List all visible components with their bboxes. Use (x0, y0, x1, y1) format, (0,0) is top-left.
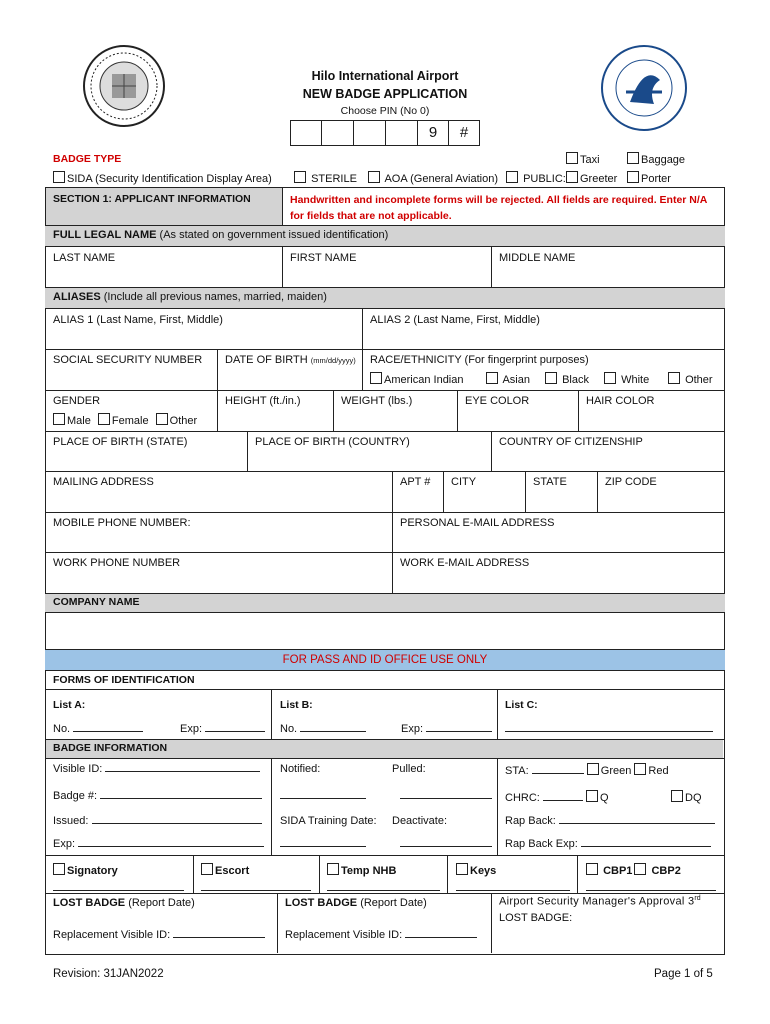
pin-label: Choose PIN (No 0) (340, 105, 430, 117)
checkbox[interactable] (294, 171, 306, 183)
alias2-field[interactable]: ALIAS 2 (Last Name, First, Middle) (370, 314, 540, 326)
rule (491, 246, 492, 287)
work-email-field[interactable]: WORK E-MAIL ADDRESS (400, 557, 530, 569)
badge-sida-label: SIDA (Security Identification Display Area) (67, 173, 272, 185)
rule (577, 855, 578, 893)
list-c-field[interactable] (505, 723, 713, 735)
keys-option[interactable] (456, 863, 496, 877)
dob-format: (mm/dd/yyyy) (310, 356, 356, 365)
rule (193, 855, 194, 893)
height-field[interactable]: HEIGHT (ft./in.) (225, 395, 301, 407)
rule (45, 855, 725, 856)
aliases-header (53, 291, 327, 303)
badge-public-label: PUBLIC: (523, 173, 566, 185)
gender-label: GENDER (53, 395, 101, 407)
chrc-label: CHRC: (505, 792, 540, 804)
list-b-exp-field[interactable] (401, 723, 492, 735)
q-label: Q (599, 792, 609, 804)
forms-id-label: FORMS OF IDENTIFICATION (53, 674, 195, 686)
race-asian[interactable] (486, 372, 530, 386)
aliases-header-note: (Include all previous names, married, maiden) (103, 291, 327, 303)
badge-baggage-option[interactable] (627, 152, 685, 166)
apt-field[interactable]: APT # (400, 476, 431, 488)
pin-box-6[interactable]: # (448, 120, 480, 146)
mobile-phone-field[interactable]: MOBILE PHONE NUMBER: (53, 517, 191, 529)
rule (45, 758, 725, 759)
rule (362, 349, 363, 390)
race-option-label: Other (685, 374, 713, 386)
gender-other-label: Other (169, 415, 198, 427)
dob-label: DATE OF BIRTH (225, 354, 308, 366)
personal-email-field[interactable]: PERSONAL E-MAIL ADDRESS (400, 517, 555, 529)
report-date-note: (Report Date) (128, 897, 195, 909)
badge-taxi-option[interactable] (566, 152, 600, 166)
list-a-no-field[interactable] (53, 723, 143, 735)
legal-name-header-bold: FULL LEGAL NAME (53, 229, 157, 241)
checkbox[interactable] (53, 171, 65, 183)
badge-greeter-option[interactable] (566, 171, 617, 185)
company-header-bg (45, 593, 725, 612)
badge-taxi-label: Taxi (580, 154, 600, 166)
issued-field[interactable] (53, 815, 262, 827)
checkbox[interactable] (566, 152, 578, 164)
ssn-field[interactable]: SOCIAL SECURITY NUMBER (53, 354, 203, 366)
rap-back-exp-label: Rap Back Exp: (505, 838, 578, 850)
pob-country-field[interactable]: PLACE OF BIRTH (COUNTRY) (255, 436, 410, 448)
signatory-label: Signatory (67, 865, 118, 877)
airport-title: Hilo International Airport (311, 69, 459, 83)
race-american-indian[interactable] (370, 372, 464, 386)
lost-badge-bold: LOST BADGE (53, 897, 126, 909)
badge-porter-option[interactable] (627, 171, 671, 185)
rule (491, 431, 492, 471)
notified-field[interactable]: Notified: (280, 763, 321, 775)
race-option-label: American Indian (384, 374, 464, 386)
lost-badge-2-label (285, 897, 427, 909)
checkbox[interactable] (368, 171, 380, 183)
checkbox-green[interactable] (587, 763, 599, 775)
rule (45, 349, 725, 350)
rule (597, 471, 598, 512)
badge-sterile-option[interactable] (294, 171, 357, 185)
rap-back-field[interactable] (505, 815, 715, 827)
rule (45, 246, 725, 247)
badge-type-label: BADGE TYPE (53, 153, 122, 165)
first-name-field[interactable]: FIRST NAME (290, 252, 357, 264)
asm-approval-label (499, 895, 717, 908)
pulled-line[interactable] (400, 790, 492, 802)
rule (217, 390, 218, 431)
office-frame (45, 670, 725, 955)
page-number: Page 1 of 5 (654, 968, 713, 980)
escort-option[interactable] (201, 863, 249, 877)
pulled-field[interactable]: Pulled: (392, 763, 426, 775)
rule (525, 471, 526, 512)
rule (392, 471, 393, 512)
checkbox-cbp1[interactable] (586, 863, 598, 875)
exp-label: Exp: (401, 723, 424, 735)
rule (362, 308, 363, 349)
rule (45, 225, 725, 226)
pin-box-4[interactable] (385, 120, 418, 146)
visible-id-label: Visible ID: (53, 763, 103, 775)
section1-divider (282, 187, 283, 225)
checkbox[interactable] (627, 152, 639, 164)
badge-public-option[interactable] (506, 171, 566, 185)
dob-field[interactable] (225, 354, 356, 366)
checkbox-dq[interactable] (671, 790, 683, 802)
rule (45, 308, 725, 309)
eye-color-field[interactable]: EYE COLOR (465, 395, 530, 407)
rule (282, 246, 283, 287)
race-label: RACE/ETHNICITY (For fingerprint purposes) (370, 354, 589, 366)
checkbox[interactable] (506, 171, 518, 183)
lost-badge-1-label (53, 897, 195, 909)
rule (457, 390, 458, 431)
rule (45, 287, 725, 288)
badge-sida-option[interactable] (53, 171, 272, 185)
legal-name-header (53, 229, 388, 241)
frame-top (45, 187, 725, 188)
pin-box-2[interactable] (321, 120, 354, 146)
escort-label: Escort (215, 865, 250, 877)
dq-field[interactable] (671, 790, 702, 804)
issued-label: Issued: (53, 815, 89, 827)
report-date-note: (Report Date) (360, 897, 427, 909)
company-name-label: COMPANY NAME (53, 596, 140, 608)
asm-lost-badge-label: LOST BADGE: (499, 912, 573, 924)
badge-info-label: BADGE INFORMATION (53, 742, 168, 754)
dq-label: DQ (685, 792, 702, 804)
race-white[interactable] (604, 372, 649, 386)
list-a-exp-field[interactable] (180, 723, 265, 735)
red-label: Red (648, 765, 669, 777)
form-title: NEW BADGE APPLICATION (302, 87, 468, 101)
checkbox[interactable] (456, 863, 468, 875)
gender-female-label: Female (111, 415, 149, 427)
citizenship-field[interactable]: COUNTRY OF CITIZENSHIP (499, 436, 643, 448)
state-field[interactable]: STATE (533, 476, 567, 488)
exp2-label: Exp: (53, 838, 76, 850)
deactivate-field[interactable]: Deactivate: (392, 815, 448, 827)
replacement-label: Replacement Visible ID: (285, 929, 403, 941)
list-b-no-field[interactable] (280, 723, 366, 735)
exp-field[interactable] (53, 838, 264, 850)
badge-sterile-label: STERILE (311, 173, 357, 185)
green-label: Green (600, 765, 632, 777)
checkbox[interactable] (668, 372, 680, 384)
checkbox[interactable] (370, 372, 382, 384)
checkbox[interactable] (545, 372, 557, 384)
notified-line[interactable] (280, 790, 366, 802)
temp-nhb-label: Temp NHB (341, 865, 397, 877)
hair-color-field[interactable]: HAIR COLOR (586, 395, 655, 407)
checkbox[interactable] (604, 372, 616, 384)
mailing-address-field[interactable]: MAILING ADDRESS (53, 476, 154, 488)
signatory-option[interactable] (53, 863, 118, 877)
zip-field[interactable]: ZIP CODE (605, 476, 657, 488)
checkbox[interactable] (566, 171, 578, 183)
race-option-label: Asian (502, 374, 530, 386)
legal-name-header-note: (As stated on government issued identification) (159, 229, 389, 241)
rule (491, 893, 492, 953)
rule (247, 431, 248, 471)
pin-box-3[interactable] (353, 120, 386, 146)
cbp-line (586, 890, 716, 891)
sida-training-line[interactable] (280, 838, 366, 850)
gender-options (53, 413, 197, 427)
signatory-line (53, 890, 184, 891)
section1-warning: Handwritten and incomplete forms will be rejected. All fields are required. Enter N/A for fields that are not applicable. (290, 194, 707, 222)
rule (45, 512, 725, 513)
checkbox[interactable] (327, 863, 339, 875)
pin-box-5[interactable]: 9 (417, 120, 449, 146)
temp-nhb-option[interactable] (327, 863, 396, 877)
frame-left (45, 187, 46, 650)
rule (319, 855, 320, 893)
no-label: No. (280, 723, 298, 735)
keys-line (456, 890, 570, 891)
replacement-id-2-field[interactable] (285, 929, 477, 941)
checkbox-q[interactable] (586, 790, 598, 802)
checkbox-cbp2[interactable] (634, 863, 646, 875)
replacement-id-1-field[interactable] (53, 929, 265, 941)
badge-aoa-option[interactable] (368, 171, 498, 185)
rule (497, 758, 498, 855)
lost-badge-bold: LOST BADGE (285, 897, 358, 909)
replacement-label: Replacement Visible ID: (53, 929, 171, 941)
company-name-input[interactable] (46, 613, 724, 649)
checkbox[interactable] (201, 863, 213, 875)
rule (217, 349, 218, 390)
rule (447, 855, 448, 893)
list-c-label: List C: (505, 699, 538, 711)
office-banner: FOR PASS AND ID OFFICE USE ONLY (282, 654, 488, 666)
badge-porter-label: Porter (641, 173, 671, 185)
city-field[interactable]: CITY (451, 476, 477, 488)
rap-back-exp-field[interactable] (505, 838, 711, 850)
checkbox[interactable] (53, 863, 65, 875)
middle-name-field[interactable]: MIDDLE NAME (499, 252, 576, 264)
rap-back-label: Rap Back: (505, 815, 556, 827)
sida-training-field[interactable]: SIDA Training Date: (280, 815, 377, 827)
rule (45, 739, 725, 740)
visible-id-field[interactable] (53, 763, 260, 775)
temp-nhb-line (327, 890, 440, 891)
escort-line (201, 890, 311, 891)
pob-state-field[interactable]: PLACE OF BIRTH (STATE) (53, 436, 188, 448)
pin-box-1[interactable] (290, 120, 322, 146)
work-phone-field[interactable]: WORK PHONE NUMBER (53, 557, 181, 569)
rule (45, 593, 725, 594)
race-option-label: White (621, 374, 650, 386)
rule (333, 390, 334, 431)
checkbox-male[interactable] (53, 413, 65, 425)
rule (45, 431, 725, 432)
list-a-label: List A: (53, 699, 86, 711)
badge-greeter-label: Greeter (580, 173, 618, 185)
exp-label: Exp: (180, 723, 203, 735)
chrc-field[interactable] (505, 790, 609, 804)
badge-number-field[interactable] (53, 790, 262, 802)
rule (271, 758, 272, 855)
badge-number-label: Badge #: (53, 790, 98, 802)
weight-field[interactable]: WEIGHT (lbs.) (341, 395, 413, 407)
race-option-label: Black (562, 374, 589, 386)
checkbox-other[interactable] (156, 413, 168, 425)
rule (443, 471, 444, 512)
deactivate-line[interactable] (400, 838, 492, 850)
rule (45, 390, 725, 391)
section1-title: SECTION 1: APPLICANT INFORMATION (53, 193, 251, 205)
rule (45, 471, 725, 472)
rule (497, 689, 498, 739)
cbp2-label: CBP2 (651, 865, 681, 877)
race-other[interactable] (668, 372, 713, 386)
last-name-field[interactable]: LAST NAME (53, 252, 116, 264)
alias1-field[interactable]: ALIAS 1 (Last Name, First, Middle) (53, 314, 223, 326)
rule (271, 689, 272, 739)
rule (578, 390, 579, 431)
race-black[interactable] (545, 372, 589, 386)
sta-field[interactable] (505, 763, 669, 777)
list-b-label: List B: (280, 699, 313, 711)
no-label: No. (53, 723, 71, 735)
frame-right (724, 187, 725, 650)
cbp-options[interactable] (586, 863, 681, 877)
badge-aoa-label: AOA (General Aviation) (384, 173, 498, 185)
keys-label: Keys (470, 865, 497, 877)
rule (45, 552, 725, 553)
badge-baggage-label: Baggage (641, 154, 686, 166)
asm-approval-sup: rd (694, 895, 701, 902)
gender-male-label: Male (67, 415, 91, 427)
aliases-header-bold: ALIASES (53, 291, 101, 303)
sta-label: STA: (505, 765, 529, 777)
rule (277, 893, 278, 953)
cbp1-label: CBP1 (603, 865, 633, 877)
rule (45, 893, 725, 894)
checkbox[interactable] (486, 372, 498, 384)
checkbox[interactable] (627, 171, 639, 183)
revision-text: Revision: 31JAN2022 (53, 968, 164, 980)
checkbox-red[interactable] (634, 763, 646, 775)
asm-approval-text: Airport Security Manager's Approval 3 (499, 895, 695, 908)
rule (45, 689, 725, 690)
checkbox-female[interactable] (98, 413, 110, 425)
